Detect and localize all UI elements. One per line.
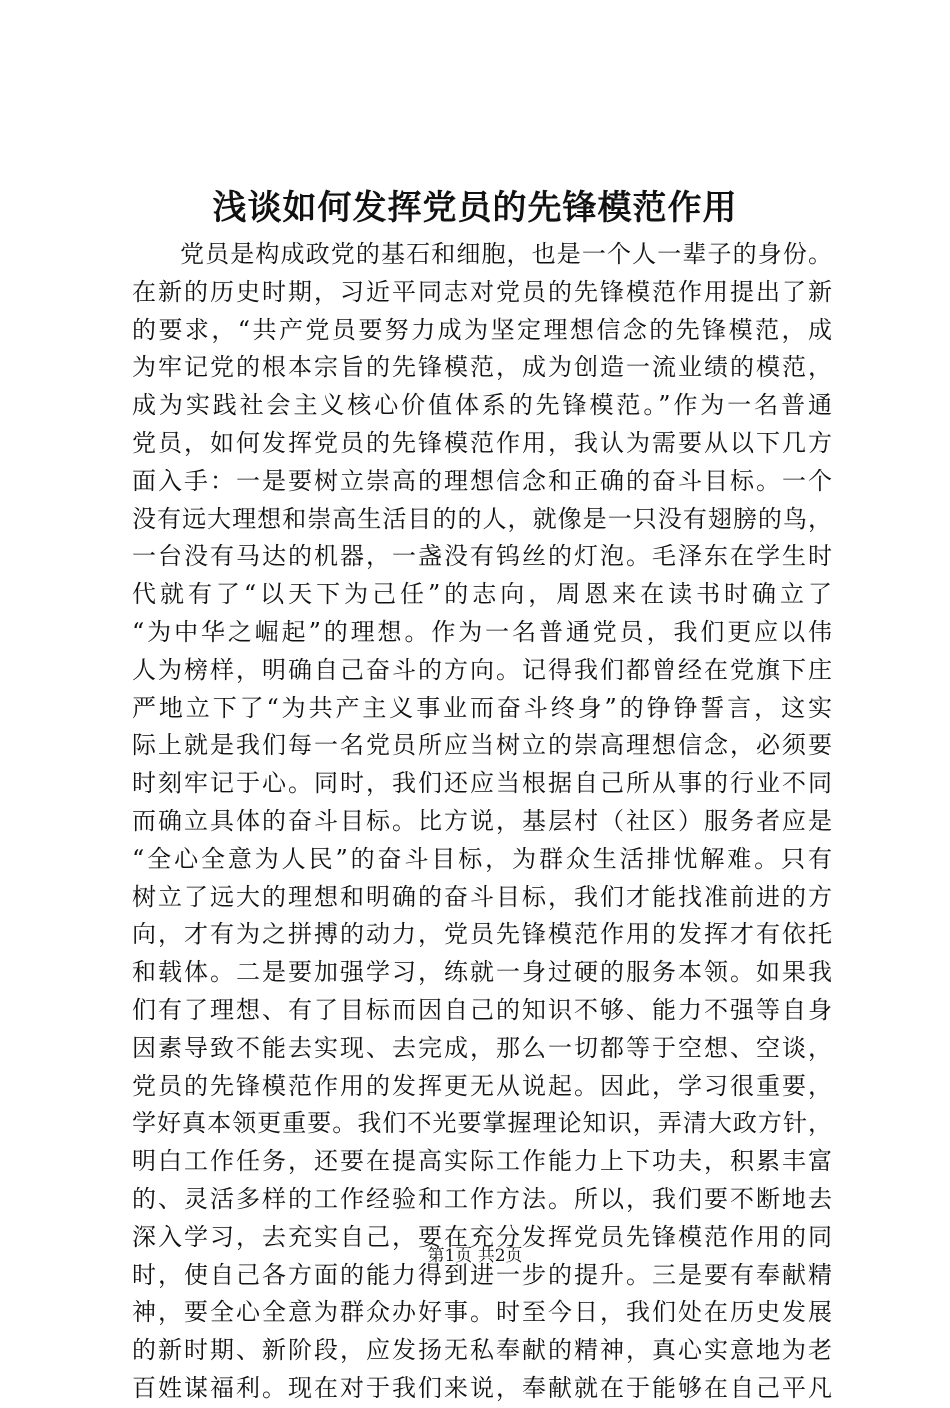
text-line: 党员，如何发挥党员的先锋模范作用，我认为需要从以下几方 — [132, 428, 832, 457]
document-title: 浅谈如何发挥党员的先锋模范作用 — [212, 188, 738, 228]
text-line: 人为榜样，明确自己奋斗的方向。记得我们都曾经在党旗下庄 — [132, 655, 832, 684]
text-line: “为中华之崛起”的理想。作为一名普通党员，我们更应以伟 — [132, 617, 832, 646]
text-line: 的新时期、新阶段，应发扬无私奉献的精神，真心实意地为老 — [132, 1336, 832, 1365]
text-line: 时，使自己各方面的能力得到进一步的提升。三是要有奉献精 — [132, 1260, 832, 1289]
text-line: 党员的先锋模范作用的发挥更无从说起。因此，学习很重要， — [132, 1071, 832, 1100]
text-line: 树立了远大的理想和明确的奋斗目标，我们才能找准前进的方 — [132, 882, 832, 911]
text-line: 在新的历史时期，习近平同志对党员的先锋模范作用提出了新 — [132, 277, 832, 306]
text-line: 明白工作任务，还要在提高实际工作能力上下功夫，积累丰富 — [132, 1147, 832, 1176]
text-line: 因素导致不能去实现、去完成，那么一切都等于空想、空谈， — [132, 1033, 832, 1062]
text-line: 成为实践社会主义核心价值体系的先锋模范。”作为一名普通 — [132, 391, 832, 420]
text-line: 神，要全心全意为群众办好事。时至今日，我们处在历史发展 — [132, 1298, 832, 1327]
text-line: “全心全意为人民”的奋斗目标，为群众生活排忧解难。只有 — [132, 844, 832, 873]
text-line: 严地立下了“为共产主义事业而奋斗终身”的铮铮誓言，这实 — [132, 693, 832, 722]
text-line: 一台没有马达的机器，一盏没有钨丝的灯泡。毛泽东在学生时 — [132, 542, 832, 571]
text-line: 而确立具体的奋斗目标。比方说，基层村（社区）服务者应是 — [132, 806, 832, 835]
text-line: 为牢记党的根本宗旨的先锋模范，成为创造一流业绩的模范， — [132, 353, 832, 382]
text-line: 和载体。二是要加强学习，练就一身过硬的服务本领。如果我 — [132, 958, 832, 987]
text-line: 际上就是我们每一名党员所应当树立的崇高理想信念，必须要 — [132, 731, 832, 760]
text-line: 的要求，“共产党员要努力成为坚定理想信念的先锋模范，成 — [132, 315, 832, 344]
text-line: 党员是构成政党的基石和细胞，也是一个人一辈子的身份。 — [180, 240, 832, 268]
body-paragraph — [132, 236, 832, 1408]
text-line: 面入手：一是要树立崇高的理想信念和正确的奋斗目标。一个 — [132, 466, 832, 495]
page-number-footer: 第1页 共2页 — [427, 1246, 523, 1266]
text-line: 百姓谋福利。现在对于我们来说，奉献就在于能够在自己平凡 — [132, 1373, 832, 1402]
text-line: 们有了理想、有了目标而因自己的知识不够、能力不强等自身 — [132, 995, 832, 1024]
text-line: 时刻牢记于心。同时，我们还应当根据自己所从事的行业不同 — [132, 769, 832, 798]
text-line: 学好真本领更重要。我们不光要掌握理论知识，弄清大政方针， — [132, 1109, 832, 1138]
text-line: 代就有了“以天下为己任”的志向，周恩来在读书时确立了 — [132, 580, 832, 609]
text-line: 深入学习，去充实自己，要在充分发挥党员先锋模范作用的同 — [132, 1222, 832, 1251]
text-line: 向，才有为之拼搏的动力，党员先锋模范作用的发挥才有依托 — [132, 920, 832, 949]
text-line: 没有远大理想和崇高生活目的的人，就像是一只没有翅膀的鸟， — [132, 504, 832, 533]
text-line: 的、灵活多样的工作经验和工作方法。所以，我们要不断地去 — [132, 1184, 832, 1213]
